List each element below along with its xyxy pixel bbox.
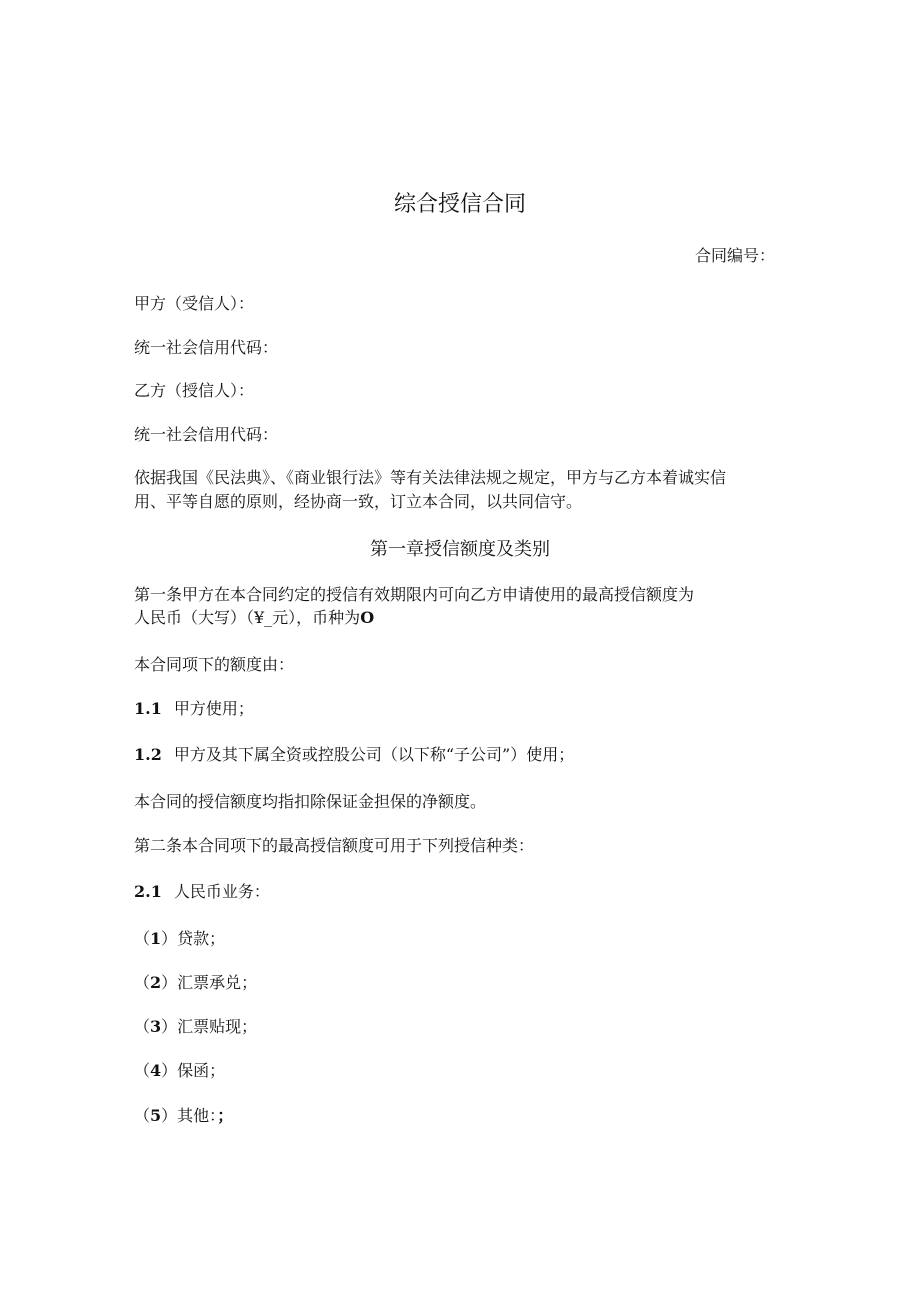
chapter-1-heading: 第一章授信额度及类别 <box>370 539 550 560</box>
party-a-credit-code-label: 统一社会信用代码： <box>134 338 279 357</box>
list-item: （4）保函； <box>134 1061 226 1080</box>
article-1-line-1: 第一条甲方在本合同约定的授信有效期限内可向乙方申请使用的最高授信额度为 <box>134 585 695 604</box>
clause-2-1 <box>134 881 270 903</box>
article-2: 第二条本合同项下的最高授信额度可用于下列授信种类： <box>134 836 535 855</box>
clause-1-2 <box>134 744 574 766</box>
list-item: （2）汇票承兑； <box>134 973 258 992</box>
clause-number: 1.2 <box>134 745 162 764</box>
clause-number: 1.1 <box>134 699 162 718</box>
clause-1-1 <box>134 698 254 720</box>
preamble-line-1: 依据我国《民法典》、《商业银行法》等有关法律法规之规定，甲方与乙方本着诚实信 <box>134 468 727 487</box>
list-item: （5）其他：； <box>134 1106 234 1125</box>
clause-text: 甲方及其下属全资或控股公司（以下称“子公司”）使用； <box>173 745 575 764</box>
clause-number: 2.1 <box>134 882 162 901</box>
net-quota-statement: 本合同的授信额度均指扣除保证金担保的净额度。 <box>134 792 487 811</box>
article-1-line-2-text: 人民币（大写）（¥_元），币种为 <box>134 608 361 627</box>
article-1-line-2 <box>134 607 374 629</box>
party-b-credit-code-label: 统一社会信用代码： <box>134 425 279 444</box>
party-a-label: 甲方（受信人）： <box>134 294 255 313</box>
document-title: 综合授信合同 <box>393 192 526 217</box>
contract-number-label: 合同编号： <box>694 246 775 265</box>
list-item: （1）贷款； <box>134 929 226 948</box>
clause-text: 人民币业务： <box>173 882 270 901</box>
clause-text: 甲方使用； <box>173 699 254 718</box>
party-b-label: 乙方（授信人）： <box>134 381 255 400</box>
currency-blank: O <box>360 608 375 627</box>
preamble-line-2: 用、平等自愿的原则，经协商一致，订立本合同，以共同信守。 <box>134 492 583 511</box>
list-item: （3）汇票贴现； <box>134 1017 258 1036</box>
quota-usage-intro: 本合同项下的额度由： <box>134 655 295 674</box>
